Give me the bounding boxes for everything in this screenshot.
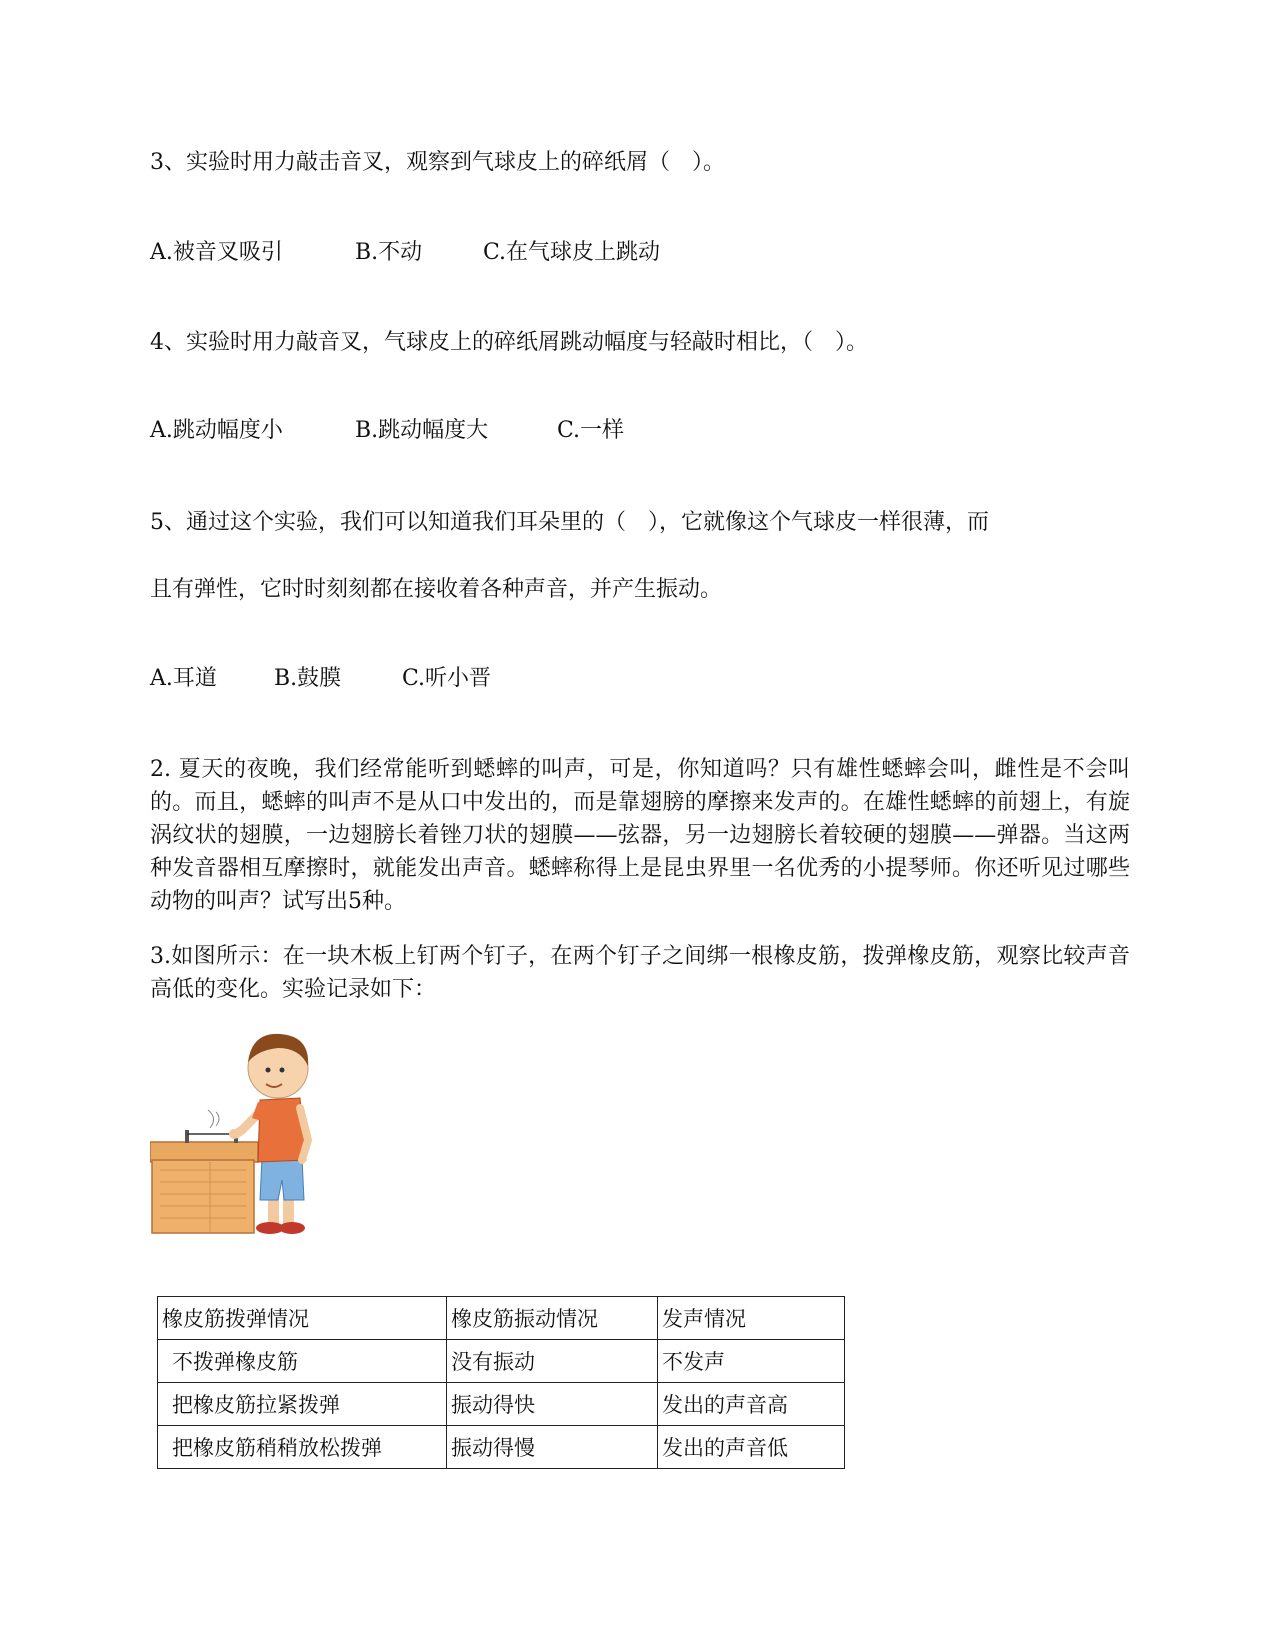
table-cell: 发出的声音高 [658, 1383, 845, 1426]
question-5-option-a: A.耳道 [150, 666, 217, 691]
table-cell: 不拨弹橡皮筋 [158, 1340, 447, 1383]
table-cell: 发出的声音低 [658, 1426, 845, 1469]
question-3-option-c: C.在气球皮上跳动 [483, 240, 661, 265]
experiment-record-table [157, 1296, 845, 1469]
question-4-option-a: A.跳动幅度小 [150, 418, 283, 443]
table-row [158, 1340, 845, 1383]
table-header-cell: 橡皮筋振动情况 [447, 1297, 658, 1340]
question-5-stem-line-1: 5、通过这个实验，我们可以知道我们耳朵里的（ ），它就像这个气球皮一样很薄，而 [150, 510, 989, 535]
question-3-option-a: A.被音叉吸引 [150, 240, 283, 265]
table-cell: 把橡皮筋拉紧拨弹 [158, 1383, 447, 1426]
question-4-options [150, 416, 624, 446]
illustration-svg [150, 1030, 312, 1235]
question-3-option-b: B.不动 [355, 240, 423, 265]
question-5-option-b: B.鼓膜 [274, 666, 342, 691]
boy-plucking-rubber-band-icon [150, 1030, 312, 1235]
table-cell: 振动得快 [447, 1383, 658, 1426]
table-header-row [158, 1297, 845, 1340]
question-4-option-b: B.跳动幅度大 [355, 418, 489, 443]
question-3-options [150, 238, 660, 268]
question-5-options [150, 664, 491, 694]
table-header-cell: 发声情况 [658, 1297, 845, 1340]
table-row [158, 1383, 845, 1426]
table-cell: 振动得慢 [447, 1426, 658, 1469]
section-3-paragraph: 3.如图所示：在一块木板上钉两个钉子，在两个钉子之间绑一根橡皮筋，拨弹橡皮筋，观察比较声音高低的变化。实验记录如下： [150, 944, 1130, 1002]
table-row [158, 1426, 845, 1469]
question-4-option-c: C.一样 [557, 418, 625, 443]
table-header-cell: 橡皮筋拨弹情况 [158, 1297, 447, 1340]
table-cell: 没有振动 [447, 1340, 658, 1383]
question-5-option-c: C.听小晋 [402, 666, 492, 691]
table-cell: 不发声 [658, 1340, 845, 1383]
section-2-paragraph: 2. 夏天的夜晚，我们经常能听到蟋蟀的叫声，可是，你知道吗？只有雄性蟋蟀会叫，雌性是不会叫的。而且，蟋蟀的叫声不是从口中发出的，而是靠翅膀的摩擦来发声的。在雄性蟋蟀的前翅上，有旋涡纹状的翅膜，一边翅膀长着锉刀状的翅膜——弦器，另一边翅膀长着较硬的翅膜——弹器。当这两种发音器相互摩擦时，就能发出声音。蟋蟀称得上是昆虫界里一名优秀的小提琴师。你还听见过哪些动物的叫声？试写出5种。 [150, 757, 1130, 914]
question-3-stem: 3、实验时用力敲击音叉，观察到气球皮上的碎纸屑（ ）。 [150, 150, 725, 175]
table-cell: 把橡皮筋稍稍放松拨弹 [158, 1426, 447, 1469]
question-4-stem: 4、实验时用力敲音叉，气球皮上的碎纸屑跳动幅度与轻敲时相比，（ ）。 [150, 330, 868, 355]
question-5-stem-line-2: 且有弹性，它时时刻刻都在接收着各种声音，并产生振动。 [150, 577, 723, 602]
